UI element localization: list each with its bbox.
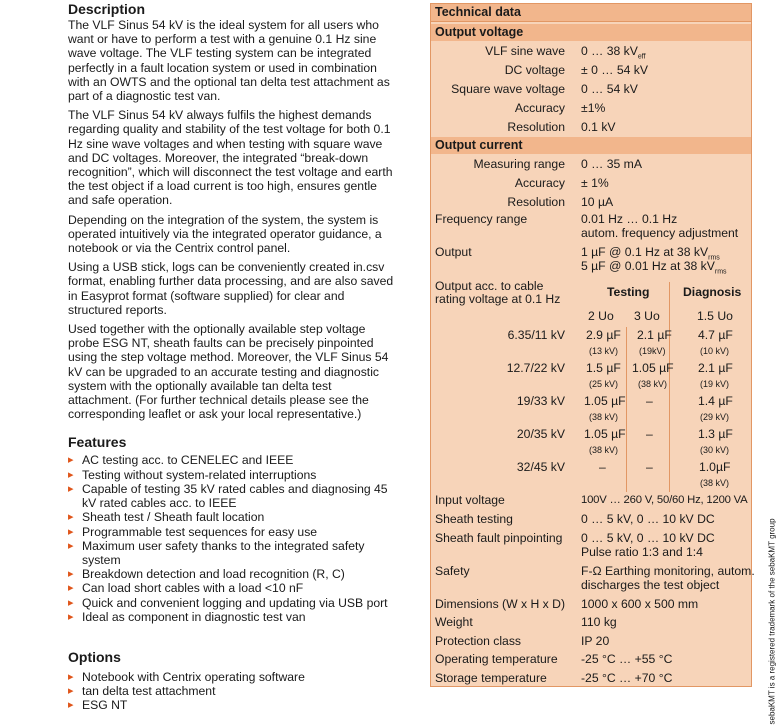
vlf-label: VLF sine wave	[485, 44, 565, 58]
cell-15uo-voltage: (10 kV)	[700, 346, 730, 356]
square-wave-value: 0 … 54 kV	[581, 82, 638, 96]
cell-3uo-voltage: (38 kV)	[638, 379, 668, 389]
features-heading: Features	[68, 434, 127, 451]
sheath-testing-value: 0 … 5 kV, 0 … 10 kV DC	[581, 512, 715, 526]
table-title: Technical data	[431, 4, 751, 21]
features-list	[68, 453, 398, 623]
square-wave-label: Square wave voltage	[451, 82, 565, 96]
cell-15uo: 1.0µF	[699, 460, 731, 474]
list-item: ▸ ESG NT	[68, 698, 398, 712]
sheath-fault-value: Pulse ratio 1:3 and 1:4	[581, 545, 703, 559]
storage-temperature-label: Storage temperature	[435, 671, 547, 685]
cell-15uo-voltage: (19 kV)	[700, 379, 730, 389]
cell-2uo: 1.05 µF	[584, 427, 626, 441]
cable-label: rating voltage at 0.1 Hz	[435, 292, 561, 306]
list-item: ▸ Notebook with Centrix operating software	[68, 670, 398, 684]
cable-rating: 19/33 kV	[516, 394, 565, 408]
cable-label: Output acc. to cable	[435, 279, 544, 293]
technical-data-table	[430, 3, 755, 687]
cable-rating: 12.7/22 kV	[506, 361, 565, 375]
list-item: ▸ Maximum user safety thanks to the integrated safety system	[68, 539, 398, 567]
cell-2uo-voltage: (25 kV)	[589, 379, 619, 389]
operating-temperature-label: Operating temperature	[435, 652, 558, 666]
input-voltage-label: Input voltage	[435, 493, 505, 507]
accuracy-label: Accuracy	[514, 176, 565, 190]
frequency-label: Frequency range	[435, 212, 528, 226]
measuring-range-label: Measuring range	[473, 157, 565, 171]
list-item: ▸ Quick and convenient logging and updating via USB port	[68, 596, 398, 610]
options-heading: Options	[68, 648, 121, 665]
safety-value: F-Ω Earthing monitoring, autom.	[581, 564, 755, 578]
description-paragraph: The VLF Sinus 54 kV always fulfils the highest demands regarding quality and stability of the test voltage for both 0.1 Hz sine wave voltages and when testing with square wave and DC voltages. Moreover, the integrated “break-down recognition”, which will disconnect the test voltage and earth the test object if a load current is too high, ensures gentle and safe operation.	[68, 108, 393, 208]
list-item: ▸ Can load short cables with a load <10 nF	[68, 581, 398, 595]
safety-label: Safety	[435, 564, 470, 578]
accuracy-value: ±1%	[581, 101, 606, 115]
cell-15uo-voltage: (38 kV)	[700, 478, 730, 488]
resolution-value: 10 µA	[581, 195, 614, 209]
divider	[431, 21, 751, 22]
testing-header: Testing	[607, 285, 650, 299]
cell-2uo: 1.5 µF	[586, 361, 621, 375]
cell-2uo: 2.9 µF	[586, 328, 621, 342]
divider	[626, 327, 627, 492]
divider	[669, 282, 670, 492]
dc-value: ± 0 … 54 kV	[581, 63, 648, 77]
cell-15uo: 1.3 µF	[698, 427, 733, 441]
protection-class-label: Protection class	[435, 634, 522, 648]
cell-2uo: 1.05 µF	[584, 394, 626, 408]
output-value: 1 µF @ 0.1 Hz at 38 $kV_{rms}$	[581, 245, 720, 262]
accuracy-label: Accuracy	[514, 101, 565, 115]
cell-3uo: –	[646, 460, 653, 474]
section-output-voltage: Output voltage	[431, 24, 751, 41]
cell-3uo: –	[646, 427, 653, 441]
col-15uo: 1.5 Uo	[697, 309, 733, 323]
description-paragraph: The VLF Sinus 54 kV is the ideal system for all users who want or have to perform a test with a genuine 0.1 Hz sine wave voltage. The VLF testing system can be integrated perfectly in a fault location system or used in combination with an OWTS and the optional tan delta test attachment as part of a diagnostic test van.	[68, 18, 390, 104]
list-item: ▸ Testing without system-related interruptions	[68, 468, 398, 482]
description-paragraph: Depending on the integration of the system, the system is operated intuitively via the integrated operator guidance, a notebook or via the Centrix control panel.	[68, 212, 382, 256]
resolution-value: 0.1 kV	[581, 120, 616, 134]
cell-2uo: –	[599, 460, 606, 474]
measuring-range-value: 0 … 35 mA	[581, 157, 642, 171]
cell-3uo: 1.05 µF	[632, 361, 674, 375]
cell-15uo-voltage: (30 kV)	[700, 445, 730, 455]
output-value: 5 µF @ 0.01 Hz at 38 $kV_{rms}$	[581, 259, 727, 276]
trademark-text: sebaKMT is a registered trademark of the sebaKMT group	[767, 518, 777, 725]
sheath-testing-label: Sheath testing	[435, 512, 513, 526]
frequency-value: autom. frequency adjustment	[581, 226, 739, 240]
storage-temperature-value: -25 °C … +70 °C	[581, 671, 673, 685]
trademark-note	[764, 518, 777, 728]
description-paragraph: Used together with the optionally available step voltage probe ESG NT, sheath faults can be precisely pinpointed using the step voltage method. Moreover, the VLF Sinus 54 kV can be upgraded to an accurate testing and diagnostic system with the optionally available tan delta test attachment. (For further technical details please see the corresponding leaflet or ask your local representative.)	[68, 322, 389, 422]
cable-rating: 32/45 kV	[516, 460, 565, 474]
safety-value: discharges the test object	[581, 578, 720, 592]
weight-label: Weight	[435, 615, 473, 629]
cell-2uo-voltage: (38 kV)	[589, 445, 619, 455]
cell-15uo-voltage: (29 kV)	[700, 412, 730, 422]
sheath-fault-value: 0 … 5 kV, 0 … 10 kV DC	[581, 531, 715, 545]
accuracy-value: ± 1%	[581, 176, 609, 190]
left-column	[68, 0, 398, 713]
frequency-value: 0.01 Hz … 0.1 Hz	[581, 212, 678, 226]
cell-15uo: 2.1 µF	[698, 361, 733, 375]
list-item: ▸ AC testing acc. to CENELEC and IEEE	[68, 453, 398, 467]
cell-15uo: 4.7 µF	[698, 328, 733, 342]
description-paragraph: Using a USB stick, logs can be conveniently created in.csv format, enabling further data processing, and are also saved in Easyprot format (software supplied) for clear and structured reports.	[68, 260, 394, 317]
dimensions-label: Dimensions (W x H x D)	[435, 597, 566, 611]
cell-3uo: 2.1 µF	[637, 328, 672, 342]
cable-rating: 20/35 kV	[516, 427, 565, 441]
cell-2uo-voltage: (13 kV)	[589, 346, 619, 356]
vlf-value: 0 … 38 $kV_{eff}$	[581, 44, 646, 61]
col-2uo: 2 Uo	[588, 309, 614, 323]
cell-3uo: –	[646, 394, 653, 408]
protection-class-value: IP 20	[581, 634, 610, 648]
list-item: ▸ Breakdown detection and load recognition (R, C)	[68, 567, 398, 581]
list-item: ▸ Sheath test / Sheath fault location	[68, 510, 398, 524]
options-list	[68, 670, 398, 713]
list-item: ▸ Ideal as component in diagnostic test van	[68, 610, 398, 624]
col-3uo: 3 Uo	[634, 309, 660, 323]
description-heading: Description	[68, 1, 146, 17]
cell-15uo: 1.4 µF	[698, 394, 733, 408]
resolution-label: Resolution	[507, 195, 565, 209]
section-output-current: Output current	[431, 137, 751, 154]
cell-2uo-voltage: (38 kV)	[589, 412, 619, 422]
list-item: ▸ Programmable test sequences for easy use	[68, 525, 398, 539]
operating-temperature-value: -25 °C … +55 °C	[581, 652, 673, 666]
dimensions-value: 1000 x 600 x 500 mm	[581, 597, 699, 611]
output-label: Output	[435, 245, 472, 259]
input-voltage-value: 100V … 260 V, 50/60 Hz, 1200 VA	[581, 494, 748, 506]
dc-label: DC voltage	[504, 63, 565, 77]
list-item: ▸ Capable of testing 35 kV rated cables and diagnosing 45 kV rated cables acc. to IEEE	[68, 482, 398, 510]
cable-rating: 6.35/11 kV	[507, 328, 565, 342]
resolution-label: Resolution	[507, 120, 565, 134]
sheath-fault-label: Sheath fault pinpointing	[435, 531, 563, 545]
weight-value: 110 kg	[581, 615, 617, 629]
diagnosis-header: Diagnosis	[683, 285, 742, 299]
list-item: ▸ tan delta test attachment	[68, 684, 398, 698]
cell-3uo-voltage: (19kV)	[639, 346, 666, 356]
